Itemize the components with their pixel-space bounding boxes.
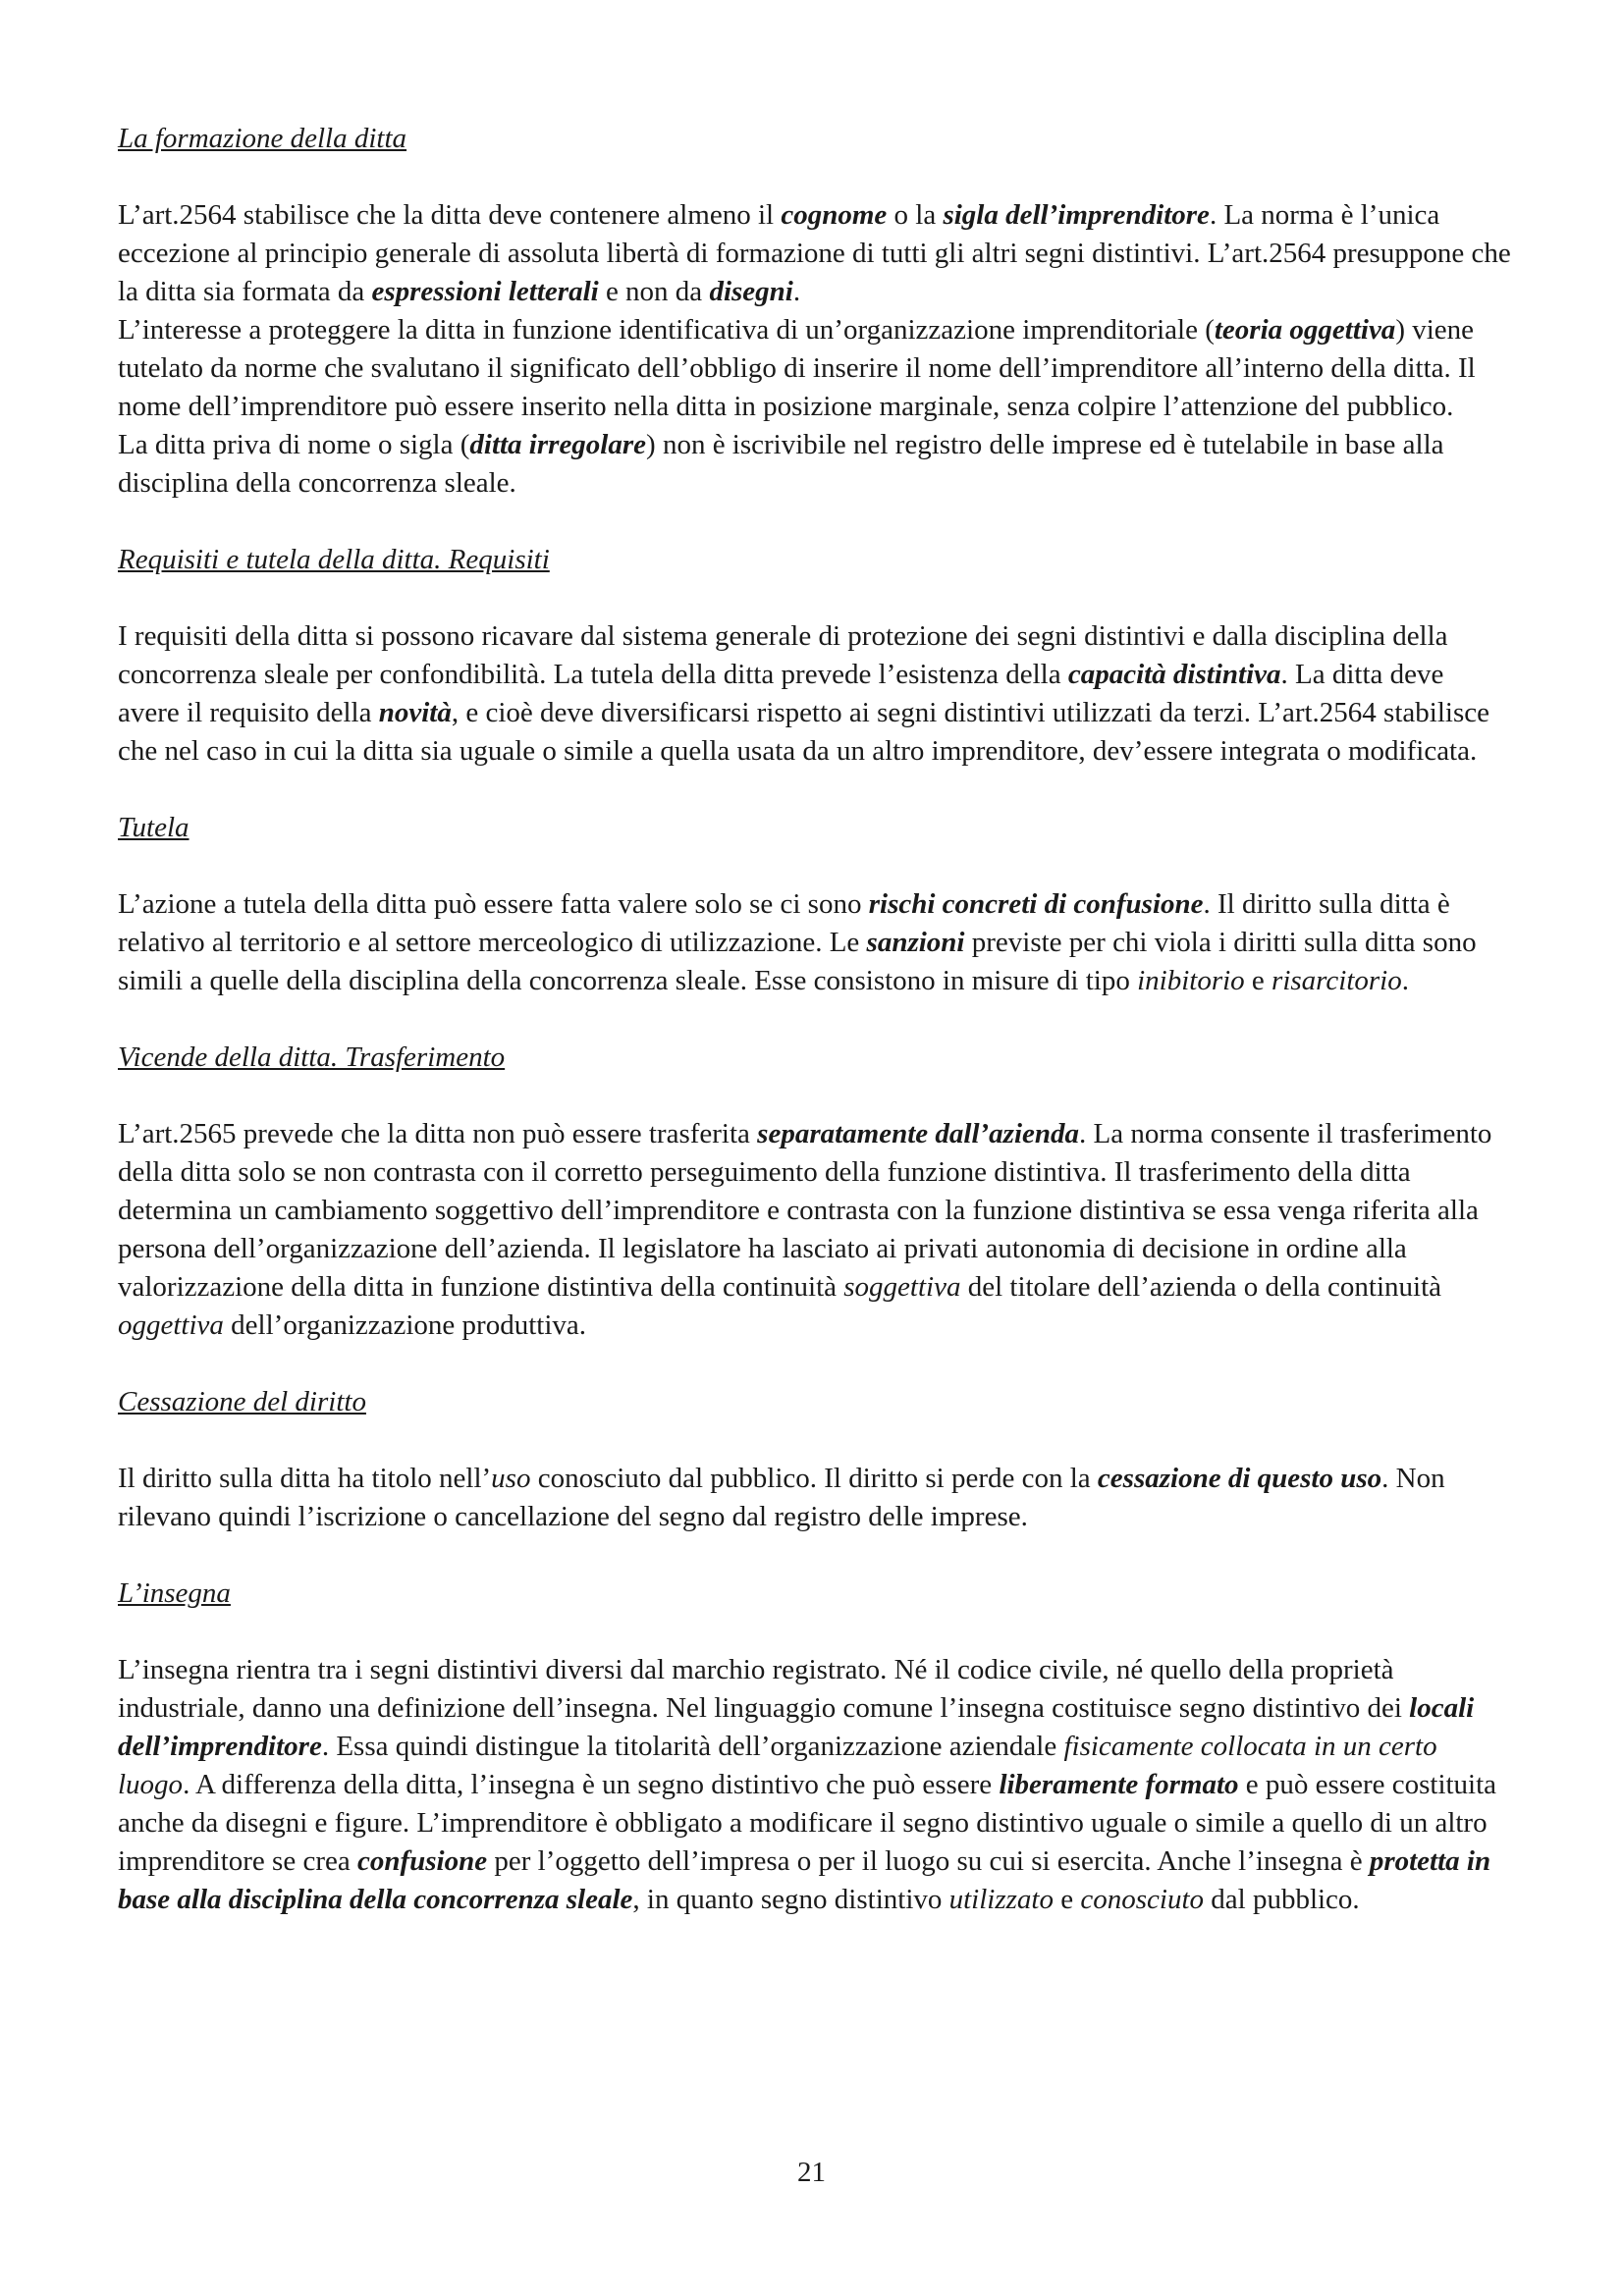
- section-paragraph: [118, 196, 1512, 503]
- emphasis-italic: conosciuto: [1080, 1884, 1205, 1915]
- text-run: . Il diritto sulla ditta è relativo al territorio e al settore merceologico di utilizzazione. Le: [118, 888, 1450, 958]
- emphasis-bold-italic: separatamente dall’azienda: [757, 1118, 1080, 1149]
- paragraph-line: [118, 1115, 1512, 1345]
- emphasis-bold-italic: espressioni letterali: [371, 276, 599, 307]
- paragraph-line: [118, 311, 1512, 426]
- emphasis-bold-italic: liberamente formato: [999, 1769, 1239, 1800]
- text-run: dell’organizzazione produttiva.: [223, 1309, 586, 1341]
- section-heading: Vicende della ditta. Trasferimento: [118, 1041, 506, 1073]
- section-paragraph: [118, 885, 1512, 1000]
- text-run: .: [792, 276, 801, 307]
- text-run: . La norma è l’unica eccezione al principio generale di assoluta libertà di formazione di tutti gli altri segni distintivi. L’art.2564 presuppone che la ditta sia formata da: [118, 199, 1511, 307]
- text-run: ) viene tutelato da norme che svalutano il significato dell’obbligo di inserire il nome dell’imprenditore all’interno della ditta. Il nome dell’imprenditore può essere inserito nella ditta in posizione marginale, senza colpire l’attenzione del pubblico.: [118, 314, 1476, 422]
- text-run: previste per chi viola i diritti sulla ditta sono simili a quelle della disciplina della concorrenza sleale. Esse consistono in misure di tipo: [118, 927, 1477, 996]
- emphasis-bold-italic: teoria oggettiva: [1214, 314, 1396, 346]
- text-run: I requisiti della ditta si possono ricavare dal sistema generale di protezione dei segni distintivi e dalla disciplina della concorrenza sleale per confondibilità. La tutela della ditta prevede l’esistenza della: [118, 620, 1448, 690]
- text-run: L’azione a tutela della ditta può essere fatta valere solo se ci sono: [118, 888, 869, 920]
- text-run: L’art.2565 prevede che la ditta non può essere trasferita: [118, 1118, 758, 1149]
- emphasis-bold-italic: novità: [378, 697, 452, 728]
- text-run: , e cioè deve diversificarsi rispetto ai segni distintivi utilizzati da terzi. L’art.2564 stabilisce che nel caso in cui la ditta sia uguale o simile a quella usata da un altro imprenditore, dev’essere integrata o modificata.: [118, 697, 1489, 767]
- text-run: . Essa quindi distingue la titolarità dell’organizzazione aziendale: [321, 1731, 1064, 1762]
- emphasis-italic: utilizzato: [948, 1884, 1054, 1915]
- text-run: e può essere costituita anche da disegni e figure. L’imprenditore è obbligato a modificare il segno distintivo uguale o simile a quello di un altro imprenditore se crea: [118, 1769, 1497, 1877]
- text-run: conosciuto dal pubblico. Il diritto si perde con la: [530, 1463, 1098, 1494]
- emphasis-bold-italic: cessazione di questo uso: [1097, 1463, 1382, 1494]
- section-paragraph: [118, 1115, 1512, 1345]
- text-run: . A differenza della ditta, l’insegna è un segno distintivo che può essere: [183, 1769, 1000, 1800]
- text-run: e: [1053, 1884, 1081, 1915]
- emphasis-bold-italic: ditta irregolare: [469, 429, 647, 460]
- paragraph-line: [118, 617, 1512, 771]
- text-run: dal pubblico.: [1204, 1884, 1360, 1915]
- emphasis-bold-italic: disegni: [709, 276, 793, 307]
- text-run: L’insegna rientra tra i segni distintivi diversi dal marchio registrato. Né il codice civile, né quello della proprietà industriale, danno una definizione dell’insegna. Nel linguaggio comune l’insegna costituisce segno distintivo dei: [118, 1654, 1410, 1724]
- text-run: . Non rilevano quindi l’iscrizione o cancellazione del segno dal registro delle imprese.: [118, 1463, 1445, 1532]
- paragraph-line: [118, 426, 1512, 503]
- emphasis-italic: risarcitorio: [1271, 965, 1402, 996]
- section-paragraph: [118, 1460, 1512, 1536]
- text-run: e: [1244, 965, 1272, 996]
- document-page: [118, 120, 1512, 1957]
- emphasis-bold-italic: confusione: [356, 1845, 488, 1877]
- text-run: La ditta priva di nome o sigla (: [118, 429, 470, 460]
- section-heading: Cessazione del diritto: [118, 1386, 366, 1417]
- emphasis-bold-italic: protetta in base alla disciplina della concorrenza sleale: [118, 1845, 1491, 1915]
- text-run: . La norma consente il trasferimento della ditta solo se non contrasta con il corretto perseguimento della funzione distintiva. Il trasferimento della ditta determina un cambiamento soggettivo dell’imprenditore e contrasta con la funzione distintiva se essa venga riferita alla persona dell’organizzazione dell’azienda. Il legislatore ha lasciato ai privati autonomia di decisione in ordine alla valorizzazione della ditta in funzione distintiva della continuità: [118, 1118, 1492, 1303]
- paragraph-line: [118, 885, 1512, 1000]
- emphasis-italic: uso: [491, 1463, 531, 1494]
- paragraph-line: [118, 196, 1512, 311]
- text-run: , in quanto segno distintivo: [632, 1884, 949, 1915]
- emphasis-bold-italic: capacità distintiva: [1067, 659, 1281, 690]
- emphasis-bold-italic: locali dell’imprenditore: [118, 1692, 1475, 1762]
- emphasis-italic: inibitorio: [1137, 965, 1245, 996]
- text-run: Il diritto sulla ditta ha titolo nell’: [118, 1463, 492, 1494]
- text-run: ) non è iscrivibile nel registro delle imprese ed è tutelabile in base alla disciplina della concorrenza sleale.: [118, 429, 1444, 499]
- text-run: del titolare dell’azienda o della continuità: [960, 1271, 1442, 1303]
- text-run: . La ditta deve avere il requisito della: [118, 659, 1444, 728]
- text-run: per l’oggetto dell’impresa o per il luogo su cui si esercita. Anche l’insegna è: [487, 1845, 1370, 1877]
- emphasis-bold-italic: sanzioni: [866, 927, 965, 958]
- text-run: L’interesse a proteggere la ditta in funzione identificativa di un’organizzazione imprenditoriale (: [118, 314, 1215, 346]
- section-heading: L’insegna: [118, 1577, 231, 1609]
- text-run: L’art.2564 stabilisce che la ditta deve contenere almeno il: [118, 199, 782, 231]
- section-heading: La formazione della ditta: [118, 123, 407, 154]
- paragraph-line: [118, 1460, 1512, 1536]
- text-run: o la: [887, 199, 944, 231]
- section-heading: Requisiti e tutela della ditta. Requisiti: [118, 544, 550, 575]
- section-heading: Tutela: [118, 812, 189, 843]
- emphasis-bold-italic: sigla dell’imprenditore: [943, 199, 1210, 231]
- emphasis-bold-italic: rischi concreti di confusione: [868, 888, 1204, 920]
- emphasis-italic: fisicamente collocata in un certo luogo: [118, 1731, 1437, 1800]
- paragraph-line: [118, 1651, 1512, 1919]
- text-run: e non da: [598, 276, 710, 307]
- section-paragraph: [118, 1651, 1512, 1919]
- emphasis-bold-italic: cognome: [781, 199, 888, 231]
- page-number: 21: [797, 2157, 826, 2188]
- emphasis-italic: oggettiva: [118, 1309, 224, 1341]
- emphasis-italic: soggettiva: [843, 1271, 961, 1303]
- section-paragraph: [118, 617, 1512, 771]
- text-run: .: [1401, 965, 1409, 996]
